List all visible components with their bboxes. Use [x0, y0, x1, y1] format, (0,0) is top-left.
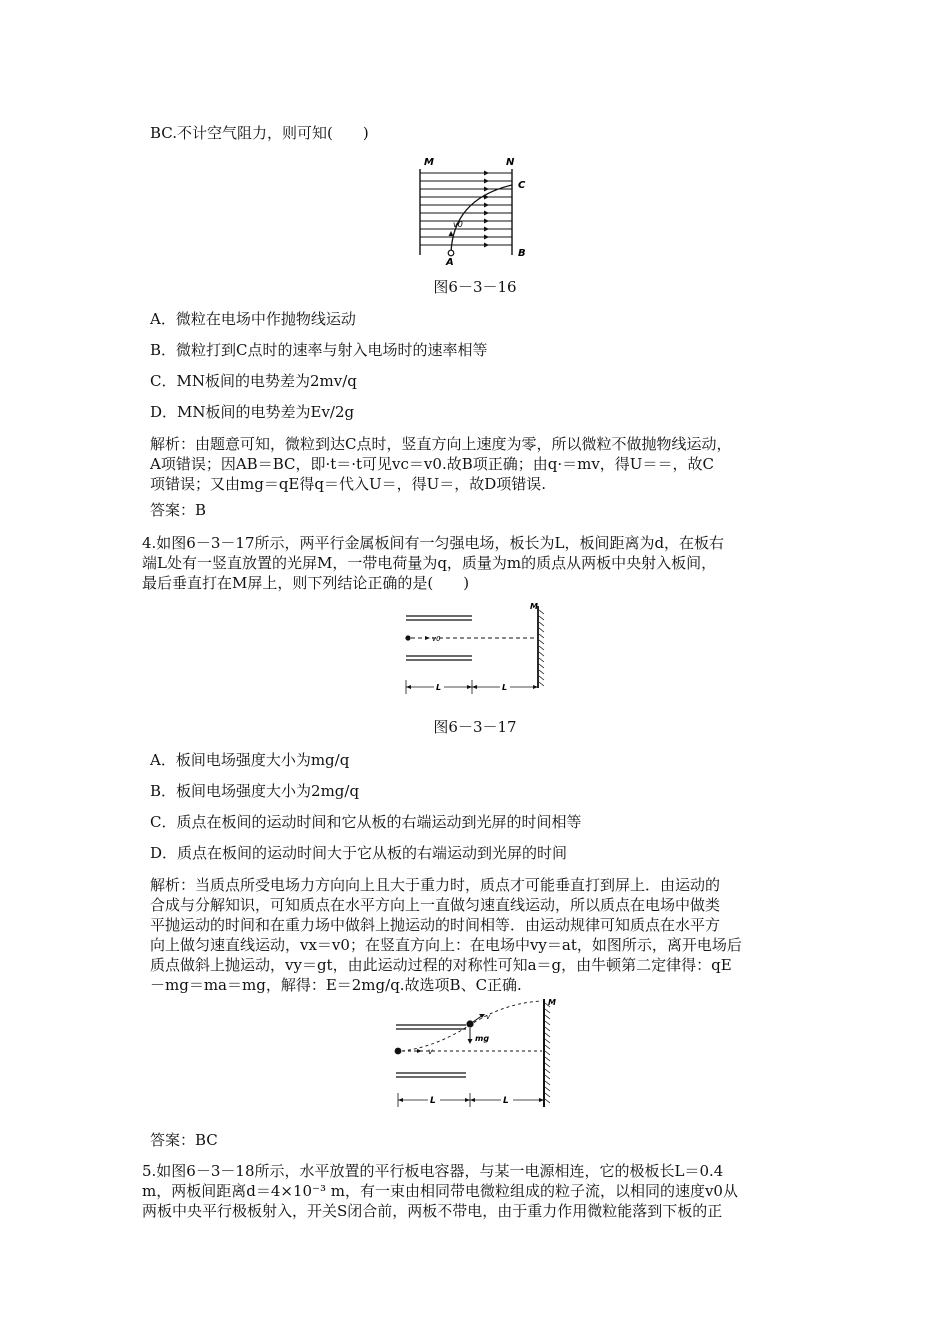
- analysis-line: 向上做匀速直线运动，vx＝v0；在竖直方向上：在电场中vy＝at，如图所示，离开电场后: [150, 936, 742, 954]
- q4-analysis: [150, 875, 810, 995]
- stem-line: 4.如图6－3－17所示，两平行金属板间有一匀强电场，板长为L，板间距离为d，在板右: [142, 534, 725, 552]
- q3-option-a: A．微粒在电场中作抛物线运动: [150, 310, 356, 328]
- analysis-line: A项错误；因AB＝BC，即·t＝·t可见vc＝v0.故B项正确；由q·＝mv，得U＝＝，故C: [150, 455, 714, 473]
- label-c: C: [518, 180, 526, 191]
- caption-fig-6-3-17: 图6－3－17: [433, 718, 517, 736]
- analysis-line: 解析：由题意可知，微粒到达C点时，竖直方向上速度为零，所以微粒不做抛物线运动，: [150, 435, 732, 453]
- stem-line: 5.如图6－3－18所示，水平放置的平行板电容器，与某一电源相连，它的极板长L＝0.4: [142, 1162, 724, 1180]
- caption-fig-6-3-16: 图6－3－16: [433, 278, 517, 296]
- q4-stem: [142, 533, 810, 593]
- analysis-line: 项错误；又由mg＝qE得q＝代入U＝，得U＝，故D项错误.: [150, 475, 547, 493]
- label-a: A: [446, 257, 454, 267]
- q3-answer: 答案：B: [150, 501, 207, 519]
- label-b: B: [518, 248, 526, 259]
- label-v: v: [428, 1047, 433, 1056]
- stem-line: m，两板间距离d＝4×10⁻³ m，有一束由相同带电微粒组成的粒子流，以相同的速度v0从: [142, 1182, 738, 1200]
- q4-option-b: B．板间电场强度大小为2mg/q: [150, 782, 360, 800]
- analysis-line: 合成与分解知识，可知质点在水平方向上一直做匀速直线运动，所以质点在电场中做类: [150, 896, 721, 914]
- label-m: M: [530, 602, 538, 611]
- q5-stem: [142, 1161, 810, 1221]
- label-m: M: [548, 998, 556, 1007]
- label-v0: v0: [453, 220, 463, 229]
- particle-start: [395, 1048, 402, 1055]
- particle: [405, 635, 410, 640]
- q3-stem-tail: BC.不计空气阻力，则可知( ): [150, 124, 369, 142]
- q3-option-c: C．MN板间的电势差为2mv/q: [150, 372, 357, 390]
- label-v-top: v: [486, 1013, 491, 1021]
- label-l1: L: [436, 683, 442, 692]
- figure-6-3-17: [398, 600, 550, 702]
- label-l1: L: [430, 1096, 436, 1106]
- label-m: M: [424, 157, 434, 168]
- stem-line: 最后垂直打在M屏上，则下列结论正确的是( ): [142, 574, 470, 592]
- stem-line: 两板中央平行极板射入，开关S闭合前，两板不带电，由于重力作用微粒能落到下板的正: [142, 1202, 723, 1220]
- label-l2: L: [503, 1096, 509, 1106]
- q4-answer: 答案：BC: [150, 1131, 218, 1149]
- figure-6-3-16: [415, 155, 535, 267]
- analysis-line: 解析：当质点所受电场力方向向上且大于重力时，质点才可能垂直打到屏上．由运动的: [150, 876, 721, 894]
- q4-option-c: C．质点在板间的运动时间和它从板的右端运动到光屏的时间相等: [150, 813, 582, 831]
- analysis-line: －mg＝ma＝mg，解得：E＝2mg/q.故选项B、C正确.: [150, 976, 522, 994]
- trajectory-curve: [451, 185, 512, 253]
- figure-solution: [392, 995, 564, 1113]
- q4-option-d: D．质点在板间的运动时间大于它从板的右端运动到光屏的时间: [150, 844, 568, 862]
- analysis-line: 平抛运动的时间和在重力场中做斜上抛运动的时间相等．由运动规律可知质点在水平方: [150, 916, 721, 934]
- label-l2: L: [502, 683, 508, 692]
- q3-analysis: [150, 434, 810, 494]
- q3-option-b: B．微粒打到C点时的速率与射入电场时的速率相等: [150, 341, 488, 359]
- q4-option-a: A．板间电场强度大小为mg/q: [150, 751, 350, 769]
- label-v0: v0: [432, 635, 441, 643]
- analysis-line: 质点做斜上抛运动，vy＝gt，由此运动过程的对称性可知a＝g，由牛顿第二定律得：qE: [150, 956, 732, 974]
- label-n: N: [506, 157, 515, 168]
- stem-line: 端L处有一竖直放置的光屏M，一带电荷量为q，质量为m的质点从两板中央射入板间，: [142, 554, 717, 572]
- point-a: [448, 250, 454, 256]
- q3-option-d: D．MN板间的电势差为Ev/2g: [150, 403, 355, 421]
- label-mg: mg: [475, 1034, 490, 1043]
